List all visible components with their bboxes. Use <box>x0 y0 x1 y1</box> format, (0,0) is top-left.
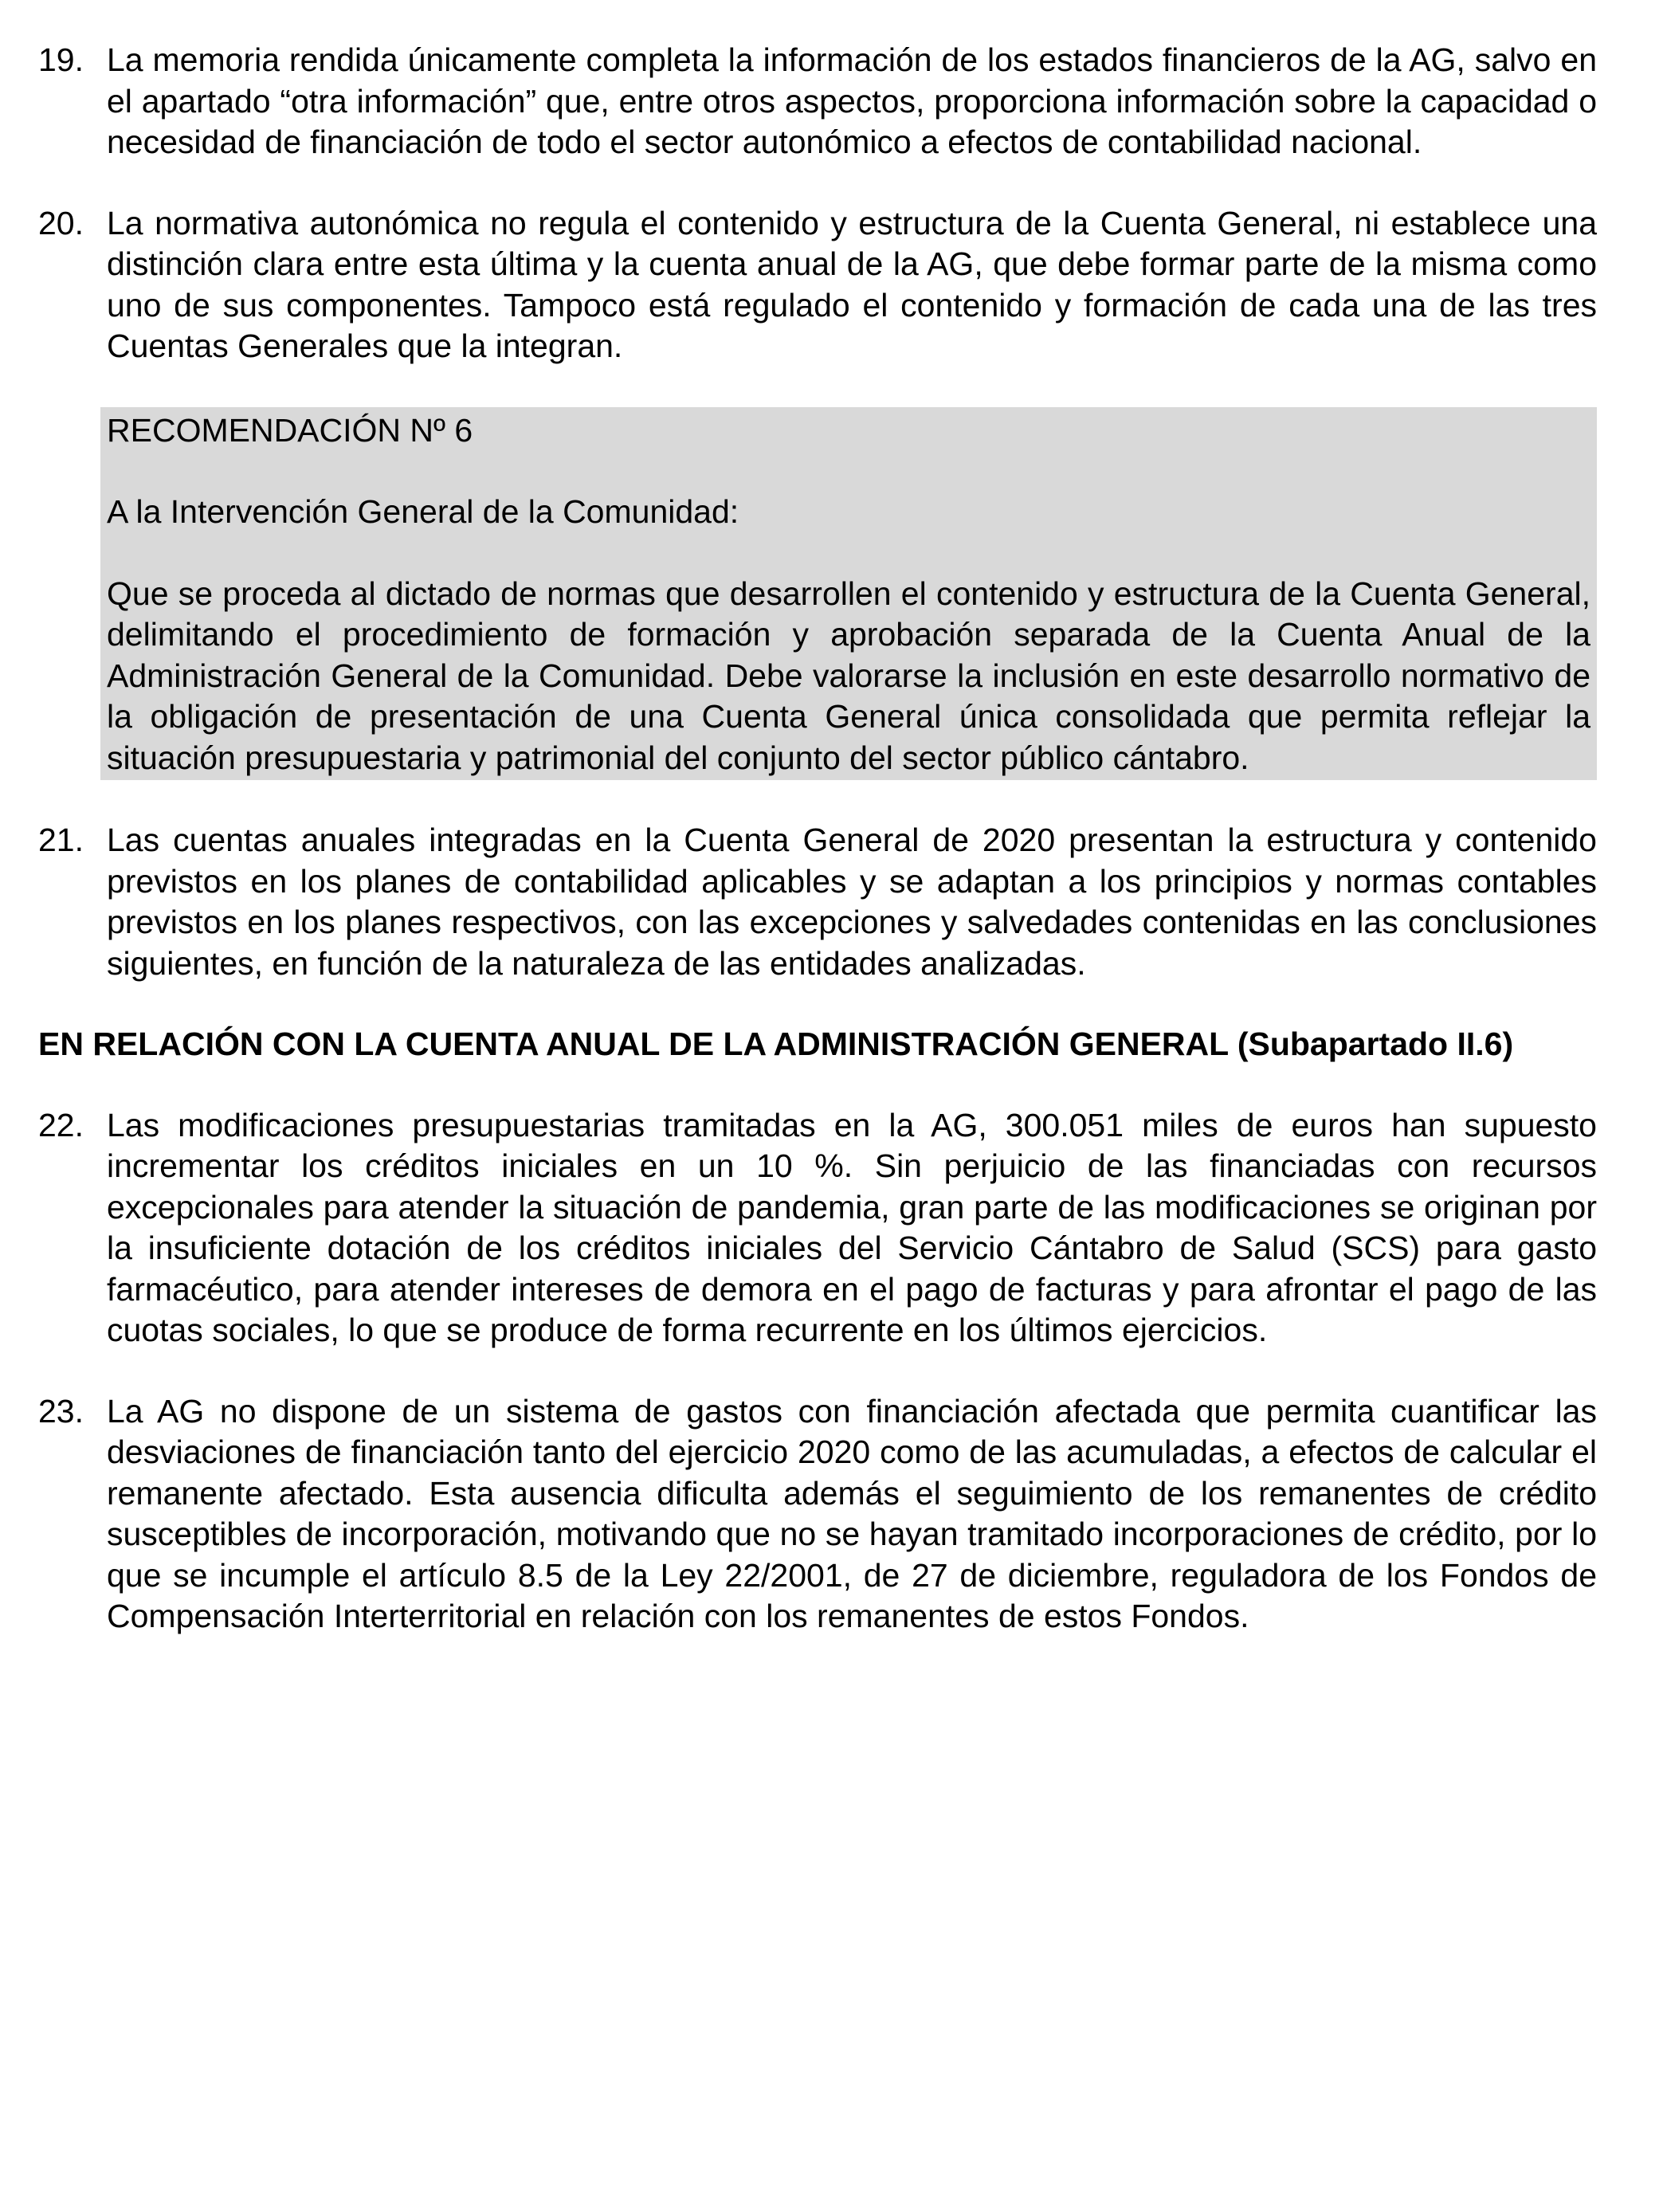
section-heading: EN RELACIÓN CON LA CUENTA ANUAL DE LA ADMINISTRACIÓN GENERAL (Subapartado II.6) <box>38 1026 1514 1062</box>
recommendation-title: RECOMENDACIÓN Nº 6 <box>107 411 473 449</box>
paragraph-text: La memoria rendida únicamente completa la información de los estados financieros de la AG, salvo en el apartado “otra información” que, entre otros aspectos, proporciona información sobre la capacidad o necesidad de financiación de todo el sector autonómico a efectos de contabilidad nacional. <box>107 41 1597 160</box>
paragraph-19 <box>38 40 1597 163</box>
paragraph-text: Las modificaciones presupuestarias tramitadas en la AG, 300.051 miles de euros han supuesto incrementar los créditos iniciales en un 10 %. Sin perjuicio de las financiadas con recursos excepcionales para atender la situación de pandemia, gran parte de las modificaciones se originan por la insuficiente dotación de los créditos iniciales del Servicio Cántabro de Salud (SCS) para gasto farmacéutico, para atender intereses de demora en el pago de facturas y para afrontar el pago de las cuotas sociales, lo que se produce de forma recurrente en los últimos ejercicios. <box>107 1106 1597 1348</box>
paragraph-number: 20. <box>38 204 84 241</box>
paragraph-text: La normativa autonómica no regula el contenido y estructura de la Cuenta General, ni establece una distinción clara entre esta última y la cuenta anual de la AG, que debe formar parte de la misma como uno de sus componentes. Tampoco está regulado el contenido y formación de cada una de las tres Cuentas Generales que la integran. <box>107 204 1597 364</box>
recommendation-addressee: A la Intervención General de la Comunidad: <box>107 493 739 530</box>
paragraph-number: 19. <box>38 41 84 78</box>
paragraph-number: 22. <box>38 1106 84 1143</box>
paragraph-20 <box>38 203 1597 367</box>
document-page <box>38 40 1597 1677</box>
paragraph-number: 21. <box>38 822 84 858</box>
paragraph-text: Las cuentas anuales integradas en la Cuenta General de 2020 presentan la estructura y contenido previstos en los planes de contabilidad aplicables y se adaptan a los principios y normas contables previstos en los planes respectivos, con las excepciones y salvedades contenidas en las conclusiones siguientes, en función de la naturaleza de las entidades analizadas. <box>107 822 1597 982</box>
paragraph-number: 23. <box>38 1392 84 1430</box>
recommendation-body: Que se proceda al dictado de normas que desarrollen el contenido y estructura de la Cuenta General, delimitando el procedimiento de formación y aprobación separada de la Cuenta Anual de la Administración General de la Comunidad. Debe valorarse la inclusión en este desarrollo normativo de la obligación de presentación de una Cuenta General única consolidada que permita reflejar la situación presupuestaria y patrimonial del conjunto del sector público cántabro. <box>107 575 1590 776</box>
paragraph-21 <box>38 820 1597 984</box>
paragraph-text: La AG no dispone de un sistema de gastos con financiación afectada que permita cuantificar las desviaciones de financiación tanto del ejercicio 2020 como de las acumuladas, a efectos de calcular el remanente afectado. Esta ausencia dificulta además el seguimiento de los remanentes de crédito susceptibles de incorporación, motivando que no se hayan tramitado incorporaciones de crédito, por lo que se incumple el artículo 8.5 de la Ley 22/2001, de 27 de diciembre, reguladora de los Fondos de Compensación Interterritorial en relación con los remanentes de estos Fondos. <box>107 1392 1597 1634</box>
paragraph-23 <box>38 1391 1597 1637</box>
paragraph-22 <box>38 1105 1597 1351</box>
recommendation-box <box>100 407 1597 781</box>
